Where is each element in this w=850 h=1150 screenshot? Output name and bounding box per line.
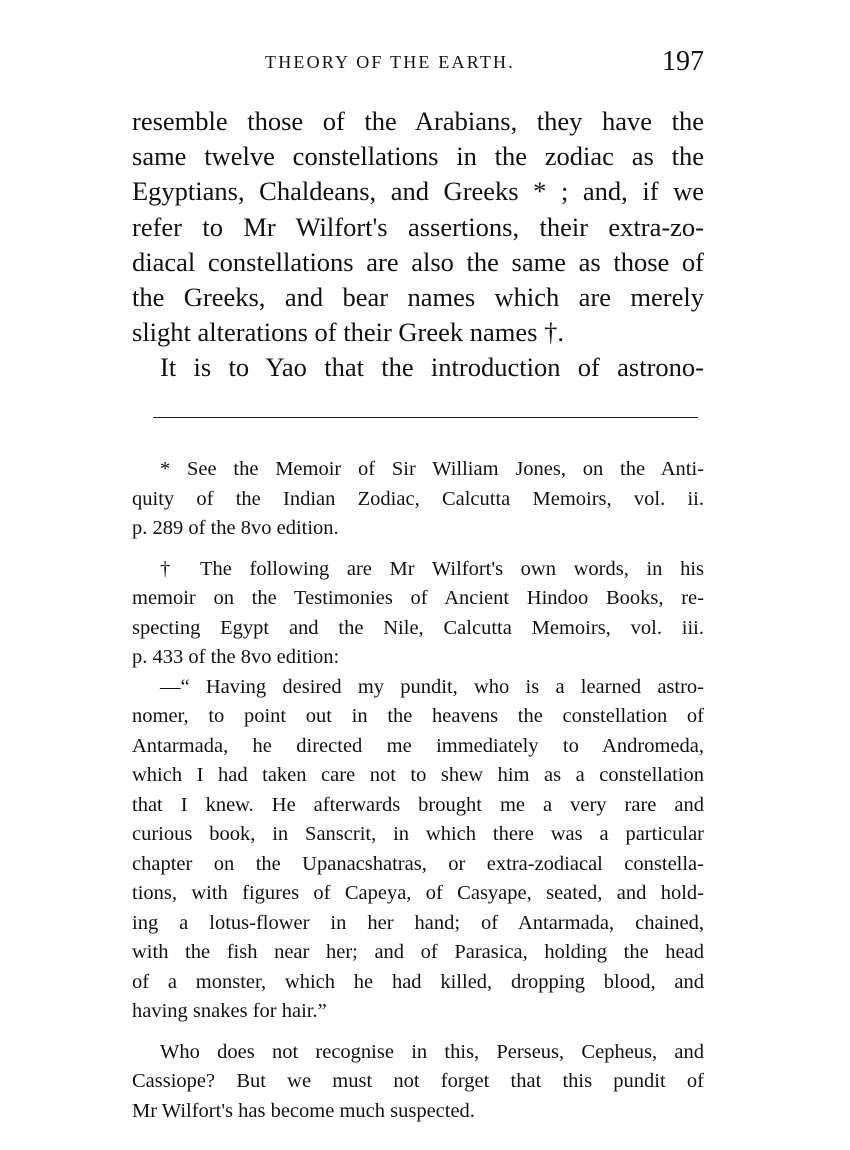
quote-line: of a monster, which he had killed, dropping blood, and xyxy=(132,970,704,993)
text-line: resemble those of the Arabians, they have the xyxy=(132,106,704,136)
running-title: THEORY OF THE EARTH. xyxy=(265,52,515,72)
main-text xyxy=(132,104,704,386)
footnote-line: * See the Memoir of Sir William Jones, on the Anti- xyxy=(160,458,704,480)
text-line: slight alterations of their Greek names †. xyxy=(132,317,564,348)
quote-line: ing a lotus-flower in her hand; of Antarmada, chained, xyxy=(132,911,704,934)
text-line: diacal constellations are also the same as those of xyxy=(132,246,704,277)
text-line: refer to Mr Wilfort's assertions, their extra-zo- xyxy=(132,211,704,242)
footnote-comment xyxy=(132,1038,704,1127)
quote-line: that I knew. He afterwards brought me a very rare and xyxy=(132,793,704,816)
footnote-line: p. 433 of the 8vo edition: xyxy=(132,646,340,668)
footnote-asterisk xyxy=(132,455,704,544)
comment-line: Cassiope? But we must not forget that this pundit of xyxy=(132,1070,704,1092)
footnote-rule xyxy=(153,417,698,418)
footnote-dagger xyxy=(132,555,704,1027)
footnote-line: specting Egypt and the Nile, Calcutta Memoirs, vol. iii. xyxy=(132,616,704,639)
quote-line: nomer, to point out in the heavens the constellation of xyxy=(132,705,704,727)
footnote-line: quity of the Indian Zodiac, Calcutta Memoirs, vol. ii. xyxy=(132,487,704,510)
footnotes xyxy=(132,455,704,1137)
text-line: the Greeks, and bear names which are merely xyxy=(132,281,704,312)
quote-line: chapter on the Upanacshatras, or extra-zodiacal constella- xyxy=(132,852,704,875)
comment-line: Who does not recognise in this, Perseus, Cepheus, and xyxy=(160,1040,704,1063)
quote-line: tions, with figures of Capeya, of Casyape, seated, and hold- xyxy=(132,882,704,904)
quote-line: curious book, in Sanscrit, in which there was a particular xyxy=(132,823,704,845)
quote-line: Antarmada, he directed me immediately to Andromeda, xyxy=(132,734,704,757)
running-head xyxy=(130,46,708,86)
quote-line: which I had taken care not to shew him as a constellation xyxy=(132,764,704,786)
quote-line: with the fish near her; and of Parasica, holding the head xyxy=(132,941,704,963)
quote-line: having snakes for hair.” xyxy=(132,1000,327,1022)
page-number: 197 xyxy=(662,46,704,77)
quote-line: —“ Having desired my pundit, who is a learned astro- xyxy=(160,675,704,698)
footnote-line: p. 289 of the 8vo edition. xyxy=(132,517,339,539)
text-line: Egyptians, Chaldeans, and Greeks * ; and, if we xyxy=(132,176,704,207)
comment-line: Mr Wilfort's has become much suspected. xyxy=(132,1099,475,1122)
text-line: same twelve constellations in the zodiac as the xyxy=(132,141,704,172)
footnote-line: † The following are Mr Wilfort's own words, in his xyxy=(160,557,704,580)
footnote-line: memoir on the Testimonies of Ancient Hindoo Books, re- xyxy=(132,587,704,609)
text-line: It is to Yao that the introduction of astrono- xyxy=(160,352,704,383)
